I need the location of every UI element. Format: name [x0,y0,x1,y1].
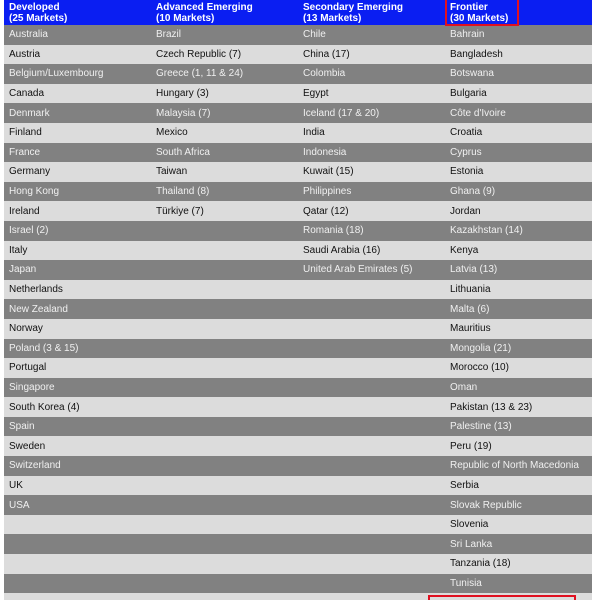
table-header [4,0,592,25]
header-title: Secondary Emerging [303,2,404,13]
table-cell: Netherlands [9,284,63,296]
table-row [4,299,592,319]
table-row [4,103,592,123]
table-cell: Kuwait (15) [303,166,354,178]
header-count: (25 Markets) [9,13,68,24]
table-cell: Morocco (10) [450,362,509,374]
table-cell: Serbia [450,479,479,491]
table-cell: Tunisia [450,577,482,589]
table-cell: Slovak Republic [450,499,522,511]
table-cell: Hungary (3) [156,88,209,100]
table-cell: Botswana [450,68,494,80]
table-cell: China (17) [303,48,350,60]
table-row [4,201,592,221]
table-cell: Poland (3 & 15) [9,342,79,354]
header-secondary-emerging [298,0,445,25]
table-cell: Peru (19) [450,440,492,452]
table-cell: Malta (6) [450,303,490,315]
header-title: Frontier [450,2,488,13]
table-cell: Denmark [9,107,50,119]
table-row [4,574,592,594]
header-developed [4,0,151,25]
table-cell: Italy [9,244,28,256]
table-row [4,162,592,182]
table-cell: India [303,127,325,139]
header-title: Developed [9,2,60,13]
table-cell: USA [9,499,30,511]
table-cell: Indonesia [303,146,347,158]
table-cell: Czech Republic (7) [156,48,242,60]
table-cell: Türkiye (7) [156,205,204,217]
table-cell: Mongolia (21) [450,342,512,354]
table-cell: Switzerland [9,460,61,472]
table-body [4,25,592,600]
table-row [4,397,592,417]
table-cell: Ghana (9) [450,186,496,198]
table-cell: Belgium/Luxembourg [9,68,104,80]
table-cell: Ireland [9,205,40,217]
table-cell: Croatia [450,127,483,139]
table-row [4,554,592,574]
table-row [4,515,592,535]
header-count: (13 Markets) [303,13,362,24]
table-row [4,123,592,143]
table-row [4,182,592,202]
table-row [4,436,592,456]
table-row [4,358,592,378]
table-row [4,417,592,437]
table-cell: Brazil [156,29,182,41]
frontier-highlight-box [445,0,519,26]
table-cell: Hong Kong [9,186,60,198]
table-cell: Chile [303,29,326,41]
table-cell: Finland [9,127,42,139]
market-classification-table [4,0,592,600]
table-cell: New Zealand [9,303,68,315]
table-cell: Republic of North Macedonia [450,460,579,472]
table-cell: United Arab Emirates (5) [303,264,413,276]
table-cell: Côte d'Ivoire [450,107,506,119]
table-cell: Jordan [450,205,481,217]
table-cell: Spain [9,421,35,433]
bottom-highlight-box [428,595,576,600]
table-cell: Malaysia (7) [156,107,211,119]
header-count: (10 Markets) [156,13,215,24]
table-cell: Qatar (12) [303,205,349,217]
table-cell: Australia [9,29,48,41]
table-cell: Estonia [450,166,484,178]
table-cell: South Africa [156,146,210,158]
table-cell: Norway [9,323,43,335]
header-title: Advanced Emerging [156,2,253,13]
table-cell: Romania (18) [303,225,364,237]
header-advanced-emerging [151,0,298,25]
table-cell: Slovenia [450,519,489,531]
table-row [4,495,592,515]
table-cell: Greece (1, 11 & 24) [156,68,244,80]
table-cell: Mexico [156,127,188,139]
table-cell: Canada [9,88,45,100]
table-cell: Thailand (8) [156,186,210,198]
table-row [4,241,592,261]
table-cell: South Korea (4) [9,401,80,413]
table-cell: Mauritius [450,323,491,335]
table-row [4,45,592,65]
table-cell: Saudi Arabia (16) [303,244,381,256]
table-row [4,476,592,496]
table-cell: Egypt [303,88,329,100]
table-row [4,456,592,476]
table-row [4,260,592,280]
table-cell: Sweden [9,440,46,452]
table-cell: Bahrain [450,29,485,41]
table-cell: Taiwan [156,166,188,178]
table-cell: UK [9,479,23,491]
table-cell: Tanzania (18) [450,558,511,570]
header-count: (30 Markets) [450,13,509,24]
table-row [4,319,592,339]
table-row [4,143,592,163]
table-row [4,339,592,359]
table-row [4,534,592,554]
table-cell: Pakistan (13 & 23) [450,401,533,413]
table-cell: France [9,146,41,158]
table-cell: Kazakhstan (14) [450,225,523,237]
table-cell: Bulgaria [450,88,487,100]
table-cell: Latvia (13) [450,264,498,276]
table-cell: Kenya [450,244,479,256]
table-cell: Sri Lanka [450,538,493,550]
table-cell: Bangladesh [450,48,503,60]
table-row [4,378,592,398]
table-row [4,84,592,104]
table-cell: Israel (2) [9,225,49,237]
table-cell: Austria [9,48,41,60]
table-cell: Cyprus [450,146,482,158]
table-row [4,25,592,45]
table-cell: Lithuania [450,284,491,296]
table-cell: Singapore [9,381,55,393]
table-row [4,221,592,241]
table-cell: Iceland (17 & 20) [303,107,380,119]
table-cell: Japan [9,264,37,276]
table-cell: Germany [9,166,51,178]
table-cell: Oman [450,381,478,393]
table-cell: Portugal [9,362,47,374]
table-row [4,64,592,84]
table-cell: Palestine (13) [450,421,512,433]
table-row [4,280,592,300]
table-cell: Philippines [303,186,352,198]
table-cell: Colombia [303,68,346,80]
